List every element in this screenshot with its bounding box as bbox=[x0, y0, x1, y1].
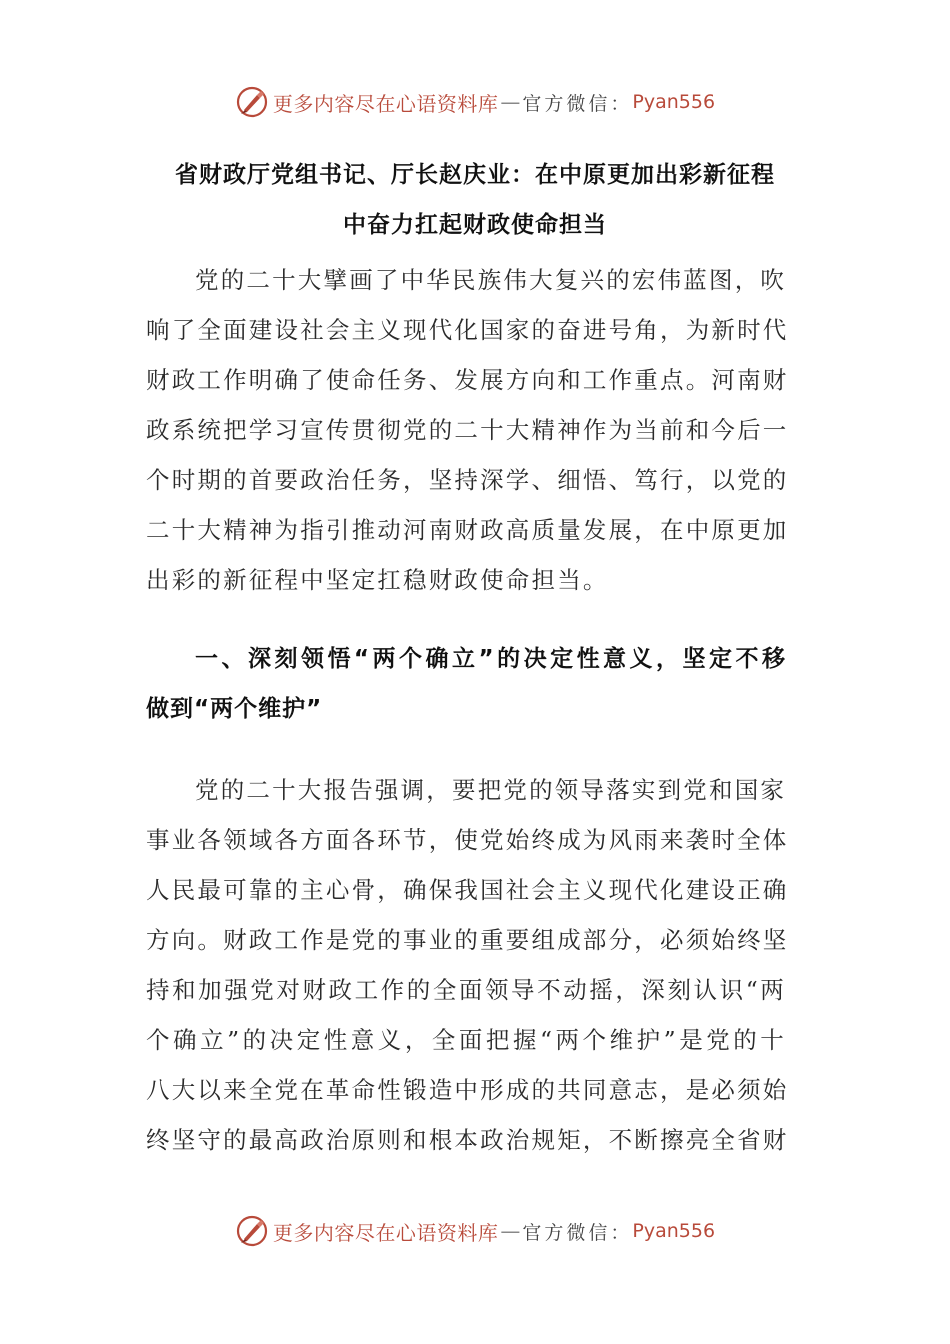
watermark-dash: — bbox=[500, 1219, 521, 1243]
section-1-body-line: 个确立”的决定性意义，全面把握“两个维护”是党的十 bbox=[146, 1026, 786, 1054]
watermark-brand: 更多内容尽在心语资料库 bbox=[272, 1220, 499, 1245]
watermark-brand: 更多内容尽在心语资料库 bbox=[272, 91, 499, 116]
intro-line: 政系统把学习宣传贯彻党的二十大精神作为当前和今后一 bbox=[146, 416, 789, 444]
intro-line: 财政工作明确了使命任务、发展方向和工作重点。河南财 bbox=[146, 366, 789, 394]
section-1-body-line: 党的二十大报告强调，要把党的领导落实到党和国家 bbox=[195, 776, 787, 804]
intro-line: 响了全面建设社会主义现代化国家的奋进号角，为新时代 bbox=[146, 316, 789, 344]
watermark-contact-id: Pyan556 bbox=[632, 91, 716, 113]
section-1-heading-line-2: 做到“两个维护” bbox=[146, 696, 323, 722]
intro-line: 个时期的首要政治任务，坚持深学、细悟、笃行，以党的 bbox=[146, 466, 789, 494]
section-1-body-line: 终坚守的最高政治原则和根本政治规矩，不断擦亮全省财 bbox=[146, 1126, 789, 1154]
section-1-body-line: 人民最可靠的主心骨，确保我国社会主义现代化建设正确 bbox=[146, 876, 789, 904]
intro-line: 二十大精神为指引推动河南财政高质量发展，在中原更加 bbox=[146, 516, 789, 544]
pen-logo-icon bbox=[235, 85, 269, 119]
intro-line: 出彩的新征程中坚定扛稳财政使命担当。 bbox=[146, 566, 609, 594]
section-1-body-line: 方向。财政工作是党的事业的重要组成部分，必须始终坚 bbox=[146, 926, 789, 954]
section-1-body-line: 持和加强党对财政工作的全面领导不动摇，深刻认识“两 bbox=[146, 976, 786, 1004]
section-1-heading-line-1: 一、深刻领悟“两个确立”的决定性意义，坚定不移 bbox=[195, 646, 786, 672]
watermark-contact-label: 官方微信： bbox=[522, 92, 633, 115]
watermark-contact-id: Pyan556 bbox=[632, 1220, 716, 1242]
section-1-body-line: 事业各领域各方面各环节，使党始终成为风雨来袭时全体 bbox=[146, 826, 789, 854]
watermark-dash: — bbox=[500, 90, 521, 114]
watermark-contact-label: 官方微信： bbox=[522, 1221, 633, 1244]
pen-logo-icon bbox=[235, 1214, 269, 1248]
footer-watermark bbox=[0, 1209, 950, 1253]
intro-line: 党的二十大擘画了中华民族伟大复兴的宏伟蓝图，吹 bbox=[195, 266, 787, 294]
header-watermark bbox=[0, 80, 950, 124]
section-1-body-line: 八大以来全党在革命性锻造中形成的共同意志，是必须始 bbox=[146, 1076, 789, 1104]
document-title-line-2: 中奋力扛起财政使命担当 bbox=[343, 212, 607, 238]
document-title-line-1: 省财政厅党组书记、厅长赵庆业：在中原更加出彩新征程 bbox=[175, 162, 775, 188]
